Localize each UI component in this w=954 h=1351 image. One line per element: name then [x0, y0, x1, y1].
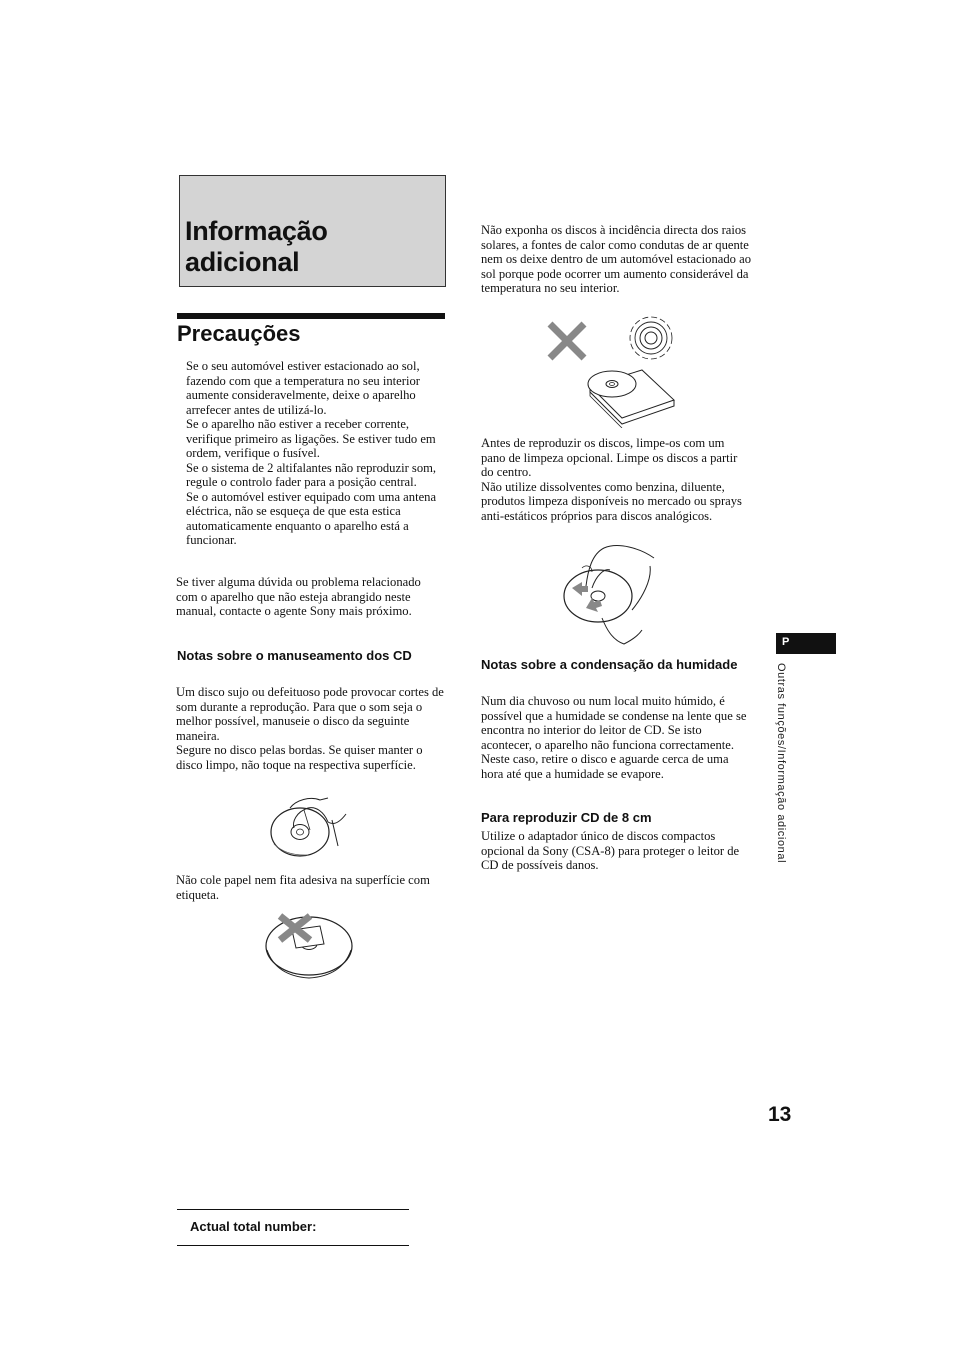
condensation-paragraph — [481, 694, 751, 781]
sun-paragraph — [481, 223, 751, 296]
cleaning-paragraph — [481, 436, 751, 523]
condensation-text: Num dia chuvoso ou num local muito húmido, é possível que a humidade se condense na lente que se encontra no interior do leitor de CD. Se isto acontecer, o aparelho não funciona correctamente. Neste caso, retire o disco e aguarde cerca de uma hora até que a humidade se evapore. — [481, 694, 747, 781]
cd-cleaning-illustration — [562, 540, 660, 646]
condensation-heading: Notas sobre a condensação da humidade — [481, 657, 738, 672]
chapter-header-box — [179, 175, 446, 287]
page-number: 13 — [768, 1103, 792, 1126]
cleaning-text-1: Antes de reproduzir os discos, limpe-os com um pano de limpeza opcional. Limpe os discos a partir do centro. — [481, 436, 738, 479]
label-note-paragraph — [176, 873, 446, 902]
precaution-bullets — [186, 359, 446, 548]
cd8-text: Utilize o adaptador único de discos compactos opcional da Sony (CSA-8) para proteger o leitor de CD de possíveis danos. — [481, 829, 740, 872]
contact-text: Se tiver alguma dúvida ou problema relacionado com o aparelho que não esteja abrangido neste manual, contacte o agente Sony mais próximo. — [176, 575, 421, 618]
cd8-paragraph — [481, 829, 743, 873]
handling-heading: Notas sobre o manuseamento dos CD — [177, 648, 412, 663]
cd-in-sun-crossed-out-illustration — [546, 316, 680, 428]
sun-text: Não exponha os discos à incidência directa dos raios solares, a fontes de calor como condutas de ar quente nem os deixe dentro de um automóvel estacionado ao sol porque pode ocorrer um aumento considerável da temperatura no seu interior. — [481, 223, 751, 295]
side-section-label: Outras funções/Informação adicional — [775, 663, 787, 864]
total-number-box — [177, 1209, 409, 1246]
contact-paragraph — [176, 575, 434, 619]
handling-text-1: Um disco sujo ou defeituoso pode provocar cortes de som durante a reprodução. Para que o som seja o melhor possível, manuseie o disco da seguinte maneira. — [176, 685, 444, 743]
cd-with-label-crossed-out-illustration — [262, 908, 356, 982]
cleaning-text-2: Não utilize dissolventes como benzina, diluente, produtos limpeza disponíveis no mercado ou sprays anti-estáticos próprios para discos analógicos. — [481, 479, 742, 523]
handling-paragraph — [176, 685, 446, 772]
bullet-1: Se o seu automóvel estiver estacionado ao sol, fazendo com que a temperatura no seu interior aumente consideravelmente, deixe o aparelho arrefecer antes de utilizá-lo. — [186, 359, 420, 417]
label-note-text: Não cole papel nem fita adesiva na superfície com etiqueta. — [176, 873, 430, 902]
language-tab-letter: P — [782, 636, 790, 648]
bullet-2: Se o aparelho não estiver a receber corrente, verifique primeiro as ligações. Se estiver tudo em ordem, verifique o fusível. — [186, 417, 436, 460]
chapter-title: Informação adicional — [185, 216, 328, 277]
bullet-3: Se o sistema de 2 altifalantes não reproduzir som, regule o controlo fader para a posição central. — [186, 460, 437, 489]
bullet-4: Se o automóvel estiver equipado com uma antena eléctrica, não se esqueça de que esta estica automaticamente enquanto o aparelho está a funcionar. — [186, 489, 437, 547]
total-number-label: Actual total number: — [190, 1219, 317, 1234]
cd-held-by-edges-illustration — [268, 792, 352, 862]
handling-text-2: Segure no disco pelas bordas. Se quiser manter o disco limpo, não toque na respectiva superfície. — [176, 743, 423, 772]
section-rule — [177, 313, 445, 319]
language-tab — [776, 633, 836, 654]
cd8-heading: Para reproduzir CD de 8 cm — [481, 810, 652, 825]
section-title: Precauções — [177, 321, 301, 346]
